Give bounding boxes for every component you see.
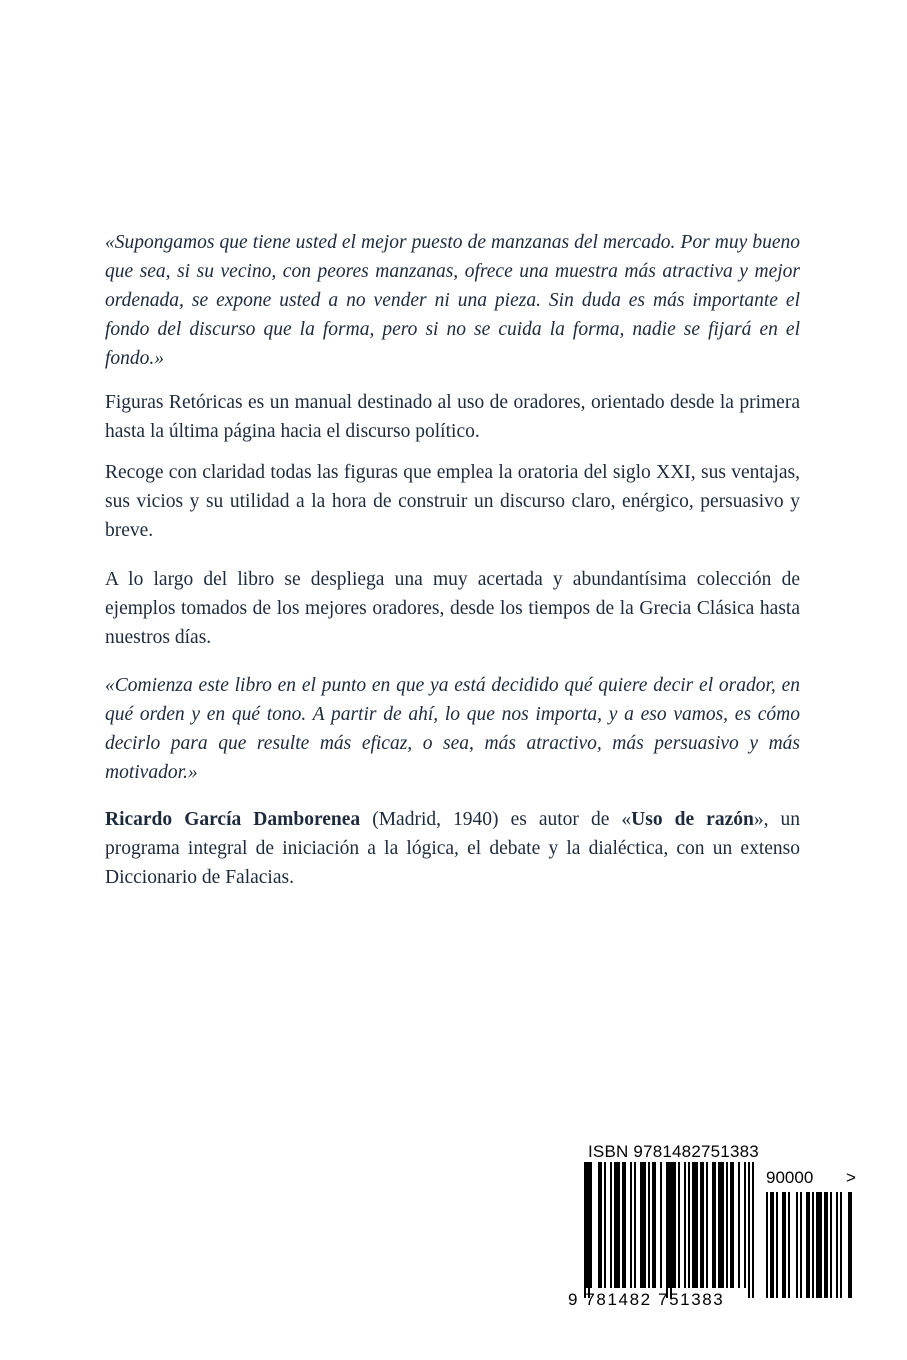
addon-bar xyxy=(776,1192,778,1298)
ean-barcode-bars xyxy=(566,1140,866,1315)
addon-bar xyxy=(806,1192,810,1298)
guard-bar xyxy=(588,1162,590,1298)
barcode-bar xyxy=(660,1162,662,1288)
opening-quote: «Supongamos que tiene usted el mejor puesto de manzanas del mercado. Por muy bueno que sea, si su vecino, con peores manzanas, ofrece una muestra más atractiva y mejor ordenada, se expone usted a no vender ni una pieza. Sin duda es más importante el fondo del discurso que la forma, pero si no se cuida la forma, nadie se fijará en el fondo.» xyxy=(105,232,800,369)
barcode-bar xyxy=(730,1162,734,1288)
barcode-bar xyxy=(640,1162,646,1288)
addon-bar xyxy=(800,1192,802,1298)
guard-bar xyxy=(666,1162,668,1298)
guard-bar xyxy=(752,1162,754,1298)
addon-bar xyxy=(830,1192,832,1298)
description-paragraph-3: A lo largo del libro se despliega una muy acertada y abundantísima colección de ejemplos tomados de los mejores oradores, desde los tiempos de la Grecia Clásica hasta nuestros días. xyxy=(105,569,800,648)
addon-bar xyxy=(788,1192,790,1298)
barcode-bar xyxy=(688,1162,690,1288)
book-title: Uso de razón xyxy=(631,809,754,830)
author-bio xyxy=(105,805,800,892)
isbn-label: ISBN 9781482751383 xyxy=(588,1142,759,1161)
barcode-bar xyxy=(712,1162,716,1288)
barcode-bar xyxy=(706,1162,708,1288)
addon-bar xyxy=(824,1192,828,1298)
barcode-bar xyxy=(744,1162,746,1288)
addon-bar xyxy=(836,1192,838,1298)
author-bio-text-b: », un programa integral de iniciación a la lógica, el debate y la dialéctica, con un extenso Diccionario de Falacias. xyxy=(105,809,801,888)
barcode-bar xyxy=(668,1162,670,1288)
barcode-bar xyxy=(718,1162,724,1288)
barcode-bar xyxy=(700,1162,704,1288)
barcode-bar xyxy=(738,1162,740,1288)
author-name: Ricardo García Damborenea xyxy=(105,809,361,830)
barcode-bar xyxy=(598,1162,602,1288)
barcode-bar xyxy=(590,1162,592,1288)
barcode xyxy=(566,1140,866,1315)
guard-bar xyxy=(670,1162,672,1298)
barcode-bar xyxy=(652,1162,656,1288)
closing-quote: «Comienza este libro en el punto en que ya está decidido qué quiere decir el orador, en qué orden y en qué tono. A partir de ahí, lo que nos importa, y a eso vamos, es cómo decirlo para que resulte más eficaz, o sea, más atractivo, más persuasivo y más motivador.» xyxy=(105,675,800,783)
addon-bar xyxy=(816,1192,822,1298)
addon-bar xyxy=(770,1192,774,1298)
addon-bar xyxy=(812,1192,814,1298)
addon-bar xyxy=(840,1192,842,1298)
guard-bar xyxy=(748,1162,750,1298)
description-paragraph-1: Figuras Retóricas es un manual destinado al uso de oradores, orientado desde la primera hasta la última página hacia el discurso político. xyxy=(105,392,800,442)
addon-bar xyxy=(782,1192,786,1298)
barcode-bar xyxy=(684,1162,686,1288)
barcode-bar xyxy=(604,1162,606,1288)
author-bio-text-a: (Madrid, 1940) es autor de « xyxy=(360,809,632,830)
barcode-bar xyxy=(678,1162,680,1288)
barcode-bar xyxy=(622,1162,626,1288)
addon-bar xyxy=(766,1192,768,1298)
price-code: 90000 xyxy=(766,1168,814,1187)
barcode-bar xyxy=(610,1162,612,1288)
barcode-bar xyxy=(634,1162,636,1288)
barcode-bar xyxy=(648,1162,650,1288)
addon-bar xyxy=(848,1192,852,1298)
barcode-bar xyxy=(630,1162,632,1288)
barcode-bar xyxy=(726,1162,728,1288)
price-arrow: > xyxy=(846,1168,856,1187)
barcode-bar xyxy=(692,1162,698,1288)
barcode-bar xyxy=(614,1162,620,1288)
description-paragraph-2: Recoge con claridad todas las figuras que emplea la oratoria del siglo XXI, sus ventajas, sus vicios y su utilidad a la hora de construir un discurso claro, enérgico, persuasivo y breve. xyxy=(105,462,800,541)
barcode-digits: 9 781482 751383 xyxy=(568,1290,725,1309)
barcode-bar xyxy=(672,1162,676,1288)
addon-bar xyxy=(796,1192,798,1298)
guard-bar xyxy=(584,1162,586,1298)
